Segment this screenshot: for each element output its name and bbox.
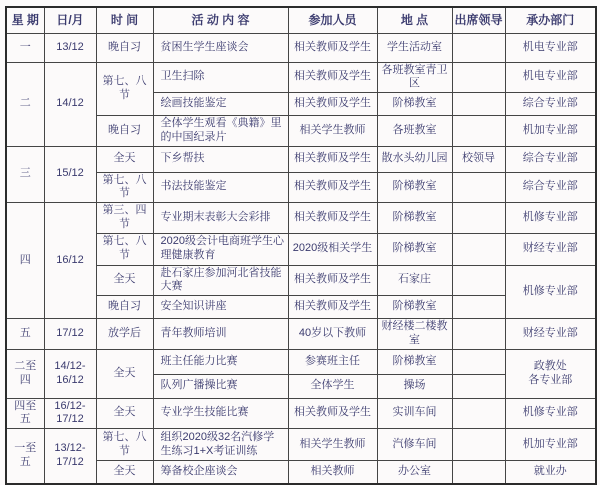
cell-location: 石家庄	[377, 265, 452, 296]
cell-department: 政教处 各专业部	[505, 349, 596, 398]
cell-activity: 绘画技能鉴定	[153, 93, 288, 116]
cell-participants: 全体学生	[288, 374, 377, 398]
cell-participants: 相关教师及学生	[288, 93, 377, 116]
cell-time: 晚自习	[96, 116, 153, 147]
table-row	[6, 319, 596, 350]
cell-department: 机修专业部	[505, 203, 596, 234]
cell-location: 办公室	[377, 461, 452, 484]
cell-time: 晚自习	[96, 33, 153, 62]
cell-activity: 青年教师培训	[153, 319, 288, 350]
cell-location: 阶梯教室	[377, 233, 452, 265]
cell-week: 三	[6, 146, 44, 203]
cell-week: 四	[6, 203, 44, 319]
cell-time: 第七、八节	[96, 62, 153, 116]
cell-department: 就业办	[505, 461, 596, 484]
cell-location: 阶梯教室	[377, 296, 452, 319]
cell-leader	[452, 203, 505, 234]
cell-location: 散水头幼儿园	[377, 146, 452, 172]
cell-activity: 筹备校企座谈会	[153, 461, 288, 484]
cell-activity: 2020级会计电商班学生心理健康教育	[153, 233, 288, 265]
table-row	[6, 203, 596, 234]
cell-leader	[452, 296, 505, 319]
cell-date: 15/12	[44, 146, 96, 203]
cell-time: 全天	[96, 398, 153, 429]
header-week: 星 期	[6, 7, 44, 33]
cell-location: 学生活动室	[377, 33, 452, 62]
cell-activity: 书法技能鉴定	[153, 172, 288, 203]
cell-date: 17/12	[44, 319, 96, 350]
cell-participants: 相关教师及学生	[288, 265, 377, 296]
cell-time: 第七、八节	[96, 172, 153, 203]
cell-activity: 安全知识讲座	[153, 296, 288, 319]
cell-participants: 相关教师	[288, 461, 377, 484]
cell-week: 五	[6, 319, 44, 350]
cell-leader: 校领导	[452, 146, 505, 172]
cell-location: 实训车间	[377, 398, 452, 429]
cell-department: 机加专业部	[505, 429, 596, 461]
cell-date: 16/12- 17/12	[44, 398, 96, 429]
header-department: 承办部门	[505, 7, 596, 33]
cell-activity: 队列广播操比赛	[153, 374, 288, 398]
schedule-table	[5, 6, 597, 485]
cell-date: 13/12	[44, 33, 96, 62]
cell-location: 各班教室	[377, 116, 452, 147]
header-row	[6, 7, 596, 33]
cell-week: 一至五	[6, 429, 44, 484]
cell-leader	[452, 349, 505, 374]
table-row	[6, 146, 596, 172]
cell-date: 16/12	[44, 203, 96, 319]
cell-participants: 相关教师及学生	[288, 33, 377, 62]
cell-time: 第三、四节	[96, 203, 153, 234]
header-participants: 参加人员	[288, 7, 377, 33]
cell-leader	[452, 398, 505, 429]
cell-time: 晚自习	[96, 296, 153, 319]
cell-leader	[452, 172, 505, 203]
cell-leader	[452, 265, 505, 296]
cell-department: 机电专业部	[505, 62, 596, 93]
cell-activity: 班主任能力比赛	[153, 349, 288, 374]
cell-time: 第七、八节	[96, 233, 153, 265]
cell-leader	[452, 233, 505, 265]
cell-time: 第七、八节	[96, 429, 153, 461]
cell-location: 各班教室青卫区	[377, 62, 452, 93]
cell-leader	[452, 93, 505, 116]
cell-participants: 相关学生教师	[288, 429, 377, 461]
cell-time: 全天	[96, 146, 153, 172]
header-time: 时 间	[96, 7, 153, 33]
header-activity: 活 动 内 容	[153, 7, 288, 33]
cell-leader	[452, 33, 505, 62]
cell-date: 13/12- 17/12	[44, 429, 96, 484]
cell-department: 综合专业部	[505, 93, 596, 116]
cell-participants: 40岁以下教师	[288, 319, 377, 350]
cell-week: 二	[6, 62, 44, 146]
cell-location: 阶梯教室	[377, 203, 452, 234]
cell-activity: 贫困生学生座谈会	[153, 33, 288, 62]
cell-leader	[452, 319, 505, 350]
cell-participants: 相关教师及学生	[288, 398, 377, 429]
cell-department: 机修专业部	[505, 398, 596, 429]
cell-location: 阶梯教室	[377, 172, 452, 203]
cell-participants: 相关学生教师	[288, 116, 377, 147]
cell-week: 二至四	[6, 349, 44, 398]
cell-activity: 全体学生观看《典籍》里的中国纪录片	[153, 116, 288, 147]
header-date: 日/月	[44, 7, 96, 33]
cell-location: 操场	[377, 374, 452, 398]
cell-activity: 专业期末表彰大会彩排	[153, 203, 288, 234]
header-leader: 出席领导	[452, 7, 505, 33]
table-row	[6, 349, 596, 374]
cell-participants: 相关教师及学生	[288, 62, 377, 93]
cell-time: 全天	[96, 349, 153, 398]
cell-department: 综合专业部	[505, 172, 596, 203]
cell-participants: 参赛班主任	[288, 349, 377, 374]
cell-time: 全天	[96, 461, 153, 484]
cell-department: 机电专业部	[505, 33, 596, 62]
cell-department: 财经专业部	[505, 233, 596, 265]
cell-week: 一	[6, 33, 44, 62]
cell-time: 放学后	[96, 319, 153, 350]
cell-activity: 赴石家庄参加河北省技能大赛	[153, 265, 288, 296]
cell-week: 四至五	[6, 398, 44, 429]
table-row	[6, 33, 596, 62]
cell-participants: 相关教师及学生	[288, 146, 377, 172]
cell-activity: 组织2020级32名汽修学生练习1+X考证训练	[153, 429, 288, 461]
cell-activity: 下乡帮扶	[153, 146, 288, 172]
cell-location: 阶梯教室	[377, 93, 452, 116]
cell-activity: 卫生扫除	[153, 62, 288, 93]
cell-participants: 相关教师及学生	[288, 203, 377, 234]
cell-leader	[452, 116, 505, 147]
cell-leader	[452, 62, 505, 93]
cell-date: 14/12	[44, 62, 96, 146]
cell-time: 全天	[96, 265, 153, 296]
cell-location: 阶梯教室	[377, 349, 452, 374]
cell-location: 财经楼二楼教室	[377, 319, 452, 350]
cell-participants: 相关教师及学生	[288, 296, 377, 319]
cell-participants: 2020级相关学生	[288, 233, 377, 265]
cell-participants: 相关教师及学生	[288, 172, 377, 203]
cell-activity: 专业学生技能比赛	[153, 398, 288, 429]
table-row	[6, 62, 596, 93]
cell-leader	[452, 429, 505, 461]
cell-department: 机加专业部	[505, 116, 596, 147]
cell-department: 综合专业部	[505, 146, 596, 172]
cell-department: 机修专业部	[505, 265, 596, 319]
table-row	[6, 398, 596, 429]
cell-date: 14/12- 16/12	[44, 349, 96, 398]
cell-leader	[452, 374, 505, 398]
cell-department: 财经专业部	[505, 319, 596, 350]
header-location: 地 点	[377, 7, 452, 33]
cell-leader	[452, 461, 505, 484]
cell-location: 汽修车间	[377, 429, 452, 461]
table-row	[6, 429, 596, 461]
